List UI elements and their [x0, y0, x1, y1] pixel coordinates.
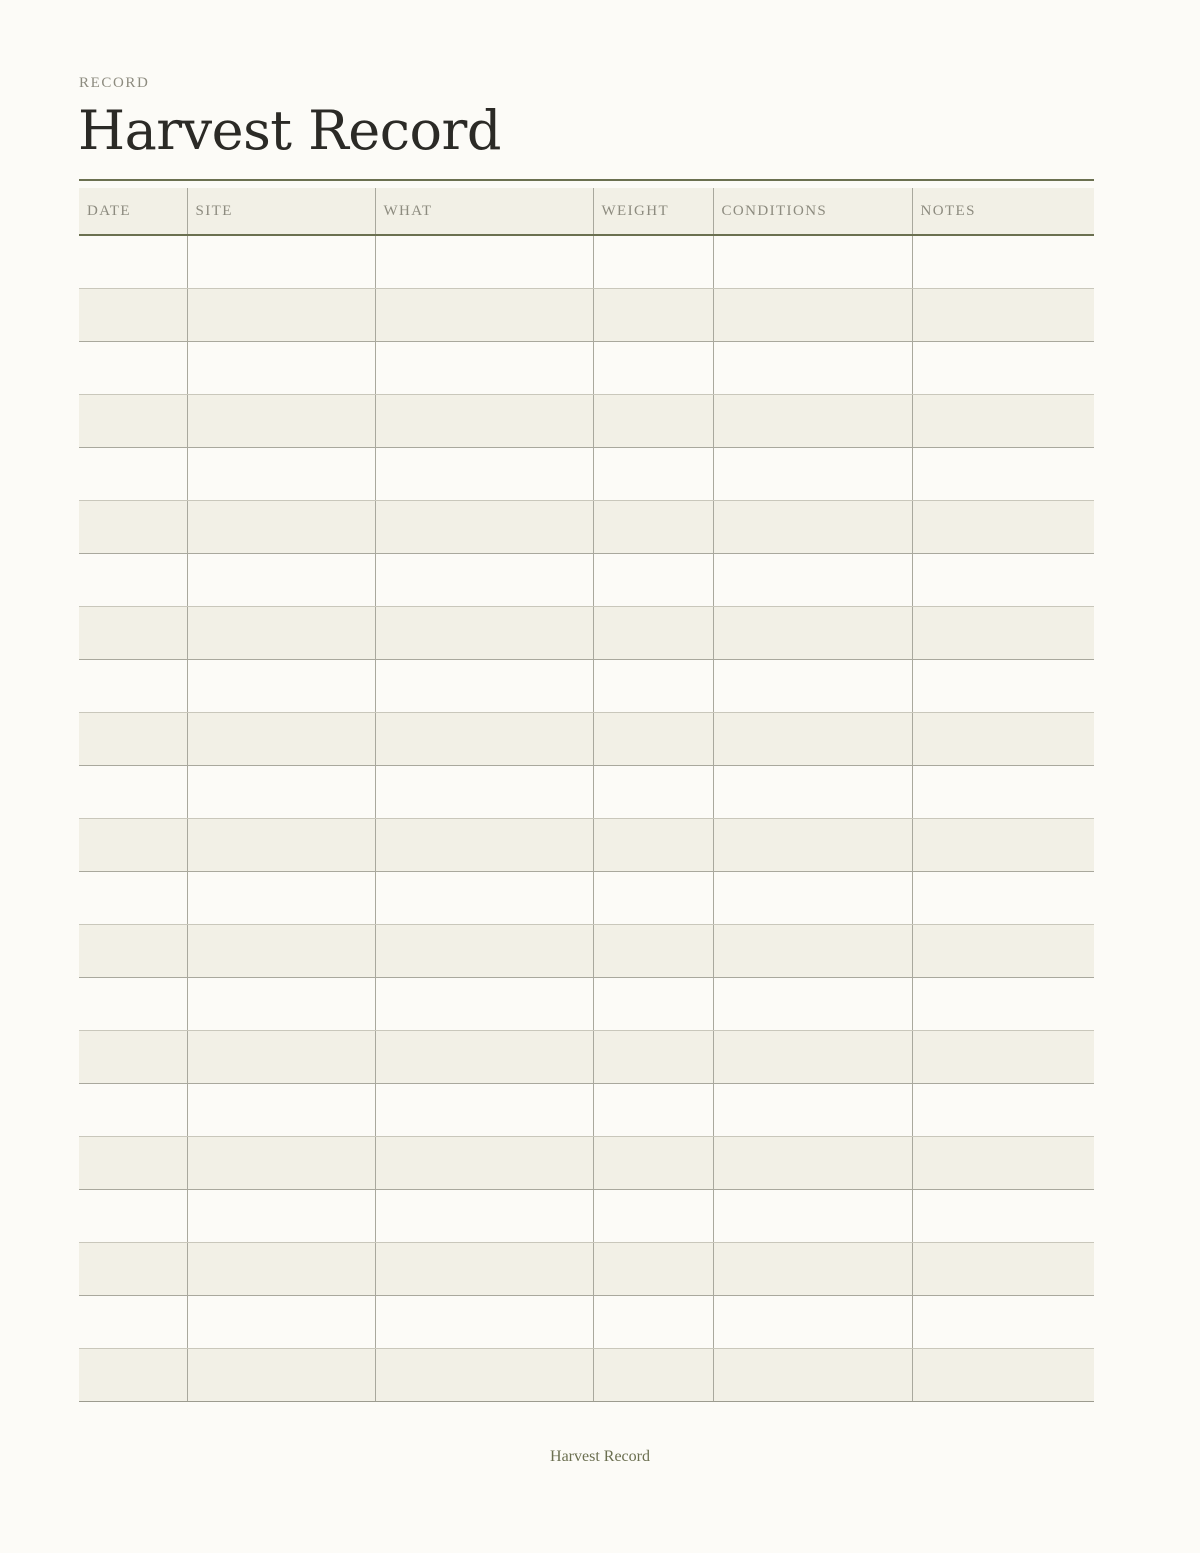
- cell-site: [187, 1243, 375, 1296]
- cell-site: [187, 395, 375, 448]
- cell-weight: [593, 766, 713, 819]
- cell-weight: [593, 978, 713, 1031]
- column-header-conditions: CONDITIONS: [713, 188, 912, 235]
- cell-what: [375, 235, 593, 289]
- cell-date: [79, 1190, 187, 1243]
- cell-site: [187, 660, 375, 713]
- title-divider: [79, 179, 1094, 181]
- cell-what: [375, 289, 593, 342]
- cell-weight: [593, 289, 713, 342]
- cell-site: [187, 1296, 375, 1349]
- cell-date: [79, 1243, 187, 1296]
- cell-notes: [912, 872, 1094, 925]
- cell-what: [375, 819, 593, 872]
- cell-notes: [912, 501, 1094, 554]
- cell-notes: [912, 395, 1094, 448]
- cell-conditions: [713, 289, 912, 342]
- column-header-notes: NOTES: [912, 188, 1094, 235]
- cell-site: [187, 872, 375, 925]
- cell-conditions: [713, 1190, 912, 1243]
- column-header-weight: WEIGHT: [593, 188, 713, 235]
- cell-conditions: [713, 395, 912, 448]
- cell-site: [187, 342, 375, 395]
- cell-conditions: [713, 1243, 912, 1296]
- table-row: [79, 925, 1094, 978]
- cell-weight: [593, 872, 713, 925]
- cell-what: [375, 1137, 593, 1190]
- column-header-what: WHAT: [375, 188, 593, 235]
- cell-what: [375, 395, 593, 448]
- cell-what: [375, 554, 593, 607]
- cell-weight: [593, 448, 713, 501]
- cell-what: [375, 1084, 593, 1137]
- cell-date: [79, 819, 187, 872]
- cell-weight: [593, 1084, 713, 1137]
- cell-notes: [912, 1190, 1094, 1243]
- cell-conditions: [713, 554, 912, 607]
- table-row: [79, 501, 1094, 554]
- cell-date: [79, 607, 187, 660]
- cell-date: [79, 448, 187, 501]
- table-row: [79, 978, 1094, 1031]
- cell-notes: [912, 819, 1094, 872]
- cell-notes: [912, 607, 1094, 660]
- cell-weight: [593, 1349, 713, 1402]
- table-row: [79, 395, 1094, 448]
- cell-what: [375, 1243, 593, 1296]
- cell-date: [79, 395, 187, 448]
- cell-site: [187, 1031, 375, 1084]
- cell-conditions: [713, 607, 912, 660]
- cell-conditions: [713, 1296, 912, 1349]
- cell-date: [79, 554, 187, 607]
- table-row: [79, 554, 1094, 607]
- cell-weight: [593, 925, 713, 978]
- cell-notes: [912, 713, 1094, 766]
- page-footer: Harvest Record: [550, 1448, 650, 1465]
- cell-date: [79, 289, 187, 342]
- cell-what: [375, 925, 593, 978]
- cell-notes: [912, 660, 1094, 713]
- cell-site: [187, 1137, 375, 1190]
- cell-date: [79, 501, 187, 554]
- cell-date: [79, 925, 187, 978]
- column-header-site: SITE: [187, 188, 375, 235]
- cell-date: [79, 660, 187, 713]
- cell-notes: [912, 1137, 1094, 1190]
- cell-date: [79, 713, 187, 766]
- cell-date: [79, 1296, 187, 1349]
- cell-date: [79, 342, 187, 395]
- cell-weight: [593, 1190, 713, 1243]
- table-row: [79, 289, 1094, 342]
- cell-weight: [593, 607, 713, 660]
- cell-site: [187, 235, 375, 289]
- cell-weight: [593, 1031, 713, 1084]
- cell-what: [375, 766, 593, 819]
- table-row: [79, 342, 1094, 395]
- cell-weight: [593, 501, 713, 554]
- cell-what: [375, 1296, 593, 1349]
- cell-date: [79, 235, 187, 289]
- table-row: [79, 1190, 1094, 1243]
- cell-conditions: [713, 1084, 912, 1137]
- cell-what: [375, 978, 593, 1031]
- cell-date: [79, 766, 187, 819]
- cell-notes: [912, 766, 1094, 819]
- cell-what: [375, 713, 593, 766]
- cell-conditions: [713, 660, 912, 713]
- cell-weight: [593, 395, 713, 448]
- cell-date: [79, 872, 187, 925]
- cell-conditions: [713, 925, 912, 978]
- cell-weight: [593, 713, 713, 766]
- cell-site: [187, 501, 375, 554]
- cell-what: [375, 342, 593, 395]
- cell-weight: [593, 1243, 713, 1296]
- cell-conditions: [713, 342, 912, 395]
- cell-conditions: [713, 819, 912, 872]
- column-header-date: DATE: [79, 188, 187, 235]
- cell-what: [375, 607, 593, 660]
- cell-what: [375, 660, 593, 713]
- cell-notes: [912, 448, 1094, 501]
- cell-conditions: [713, 501, 912, 554]
- cell-site: [187, 978, 375, 1031]
- cell-conditions: [713, 448, 912, 501]
- cell-what: [375, 1031, 593, 1084]
- cell-conditions: [713, 235, 912, 289]
- cell-notes: [912, 1243, 1094, 1296]
- cell-site: [187, 1190, 375, 1243]
- cell-weight: [593, 819, 713, 872]
- page-title: Harvest Record: [78, 99, 501, 162]
- cell-notes: [912, 235, 1094, 289]
- table-row: [79, 713, 1094, 766]
- cell-conditions: [713, 713, 912, 766]
- cell-site: [187, 713, 375, 766]
- cell-conditions: [713, 978, 912, 1031]
- eyebrow-label: RECORD: [79, 75, 150, 91]
- cell-conditions: [713, 1137, 912, 1190]
- table-row: [79, 235, 1094, 289]
- cell-date: [79, 1031, 187, 1084]
- cell-what: [375, 872, 593, 925]
- cell-conditions: [713, 1031, 912, 1084]
- cell-what: [375, 1349, 593, 1402]
- cell-weight: [593, 1296, 713, 1349]
- table-row: [79, 1137, 1094, 1190]
- table-row: [79, 1296, 1094, 1349]
- table-row: [79, 1349, 1094, 1402]
- cell-notes: [912, 1031, 1094, 1084]
- cell-site: [187, 766, 375, 819]
- table-row: [79, 819, 1094, 872]
- cell-date: [79, 1349, 187, 1402]
- cell-weight: [593, 1137, 713, 1190]
- table-row: [79, 607, 1094, 660]
- cell-site: [187, 448, 375, 501]
- table-row: [79, 1031, 1094, 1084]
- table-row: [79, 872, 1094, 925]
- cell-notes: [912, 1084, 1094, 1137]
- table-row: [79, 1084, 1094, 1137]
- table-row: [79, 448, 1094, 501]
- cell-site: [187, 1084, 375, 1137]
- harvest-log-table: [79, 188, 1094, 1402]
- cell-what: [375, 1190, 593, 1243]
- cell-weight: [593, 660, 713, 713]
- cell-site: [187, 819, 375, 872]
- cell-site: [187, 607, 375, 660]
- table-header-row: [79, 188, 1094, 235]
- cell-conditions: [713, 872, 912, 925]
- cell-site: [187, 1349, 375, 1402]
- cell-notes: [912, 1296, 1094, 1349]
- cell-notes: [912, 554, 1094, 607]
- table-row: [79, 660, 1094, 713]
- table-body: [79, 235, 1094, 1402]
- cell-notes: [912, 342, 1094, 395]
- cell-notes: [912, 925, 1094, 978]
- table-row: [79, 1243, 1094, 1296]
- cell-conditions: [713, 766, 912, 819]
- table-row: [79, 766, 1094, 819]
- cell-weight: [593, 554, 713, 607]
- cell-what: [375, 448, 593, 501]
- cell-site: [187, 554, 375, 607]
- cell-notes: [912, 1349, 1094, 1402]
- cell-site: [187, 289, 375, 342]
- cell-conditions: [713, 1349, 912, 1402]
- cell-notes: [912, 978, 1094, 1031]
- cell-date: [79, 1137, 187, 1190]
- cell-weight: [593, 235, 713, 289]
- cell-what: [375, 501, 593, 554]
- cell-site: [187, 925, 375, 978]
- cell-date: [79, 978, 187, 1031]
- cell-notes: [912, 289, 1094, 342]
- cell-weight: [593, 342, 713, 395]
- cell-date: [79, 1084, 187, 1137]
